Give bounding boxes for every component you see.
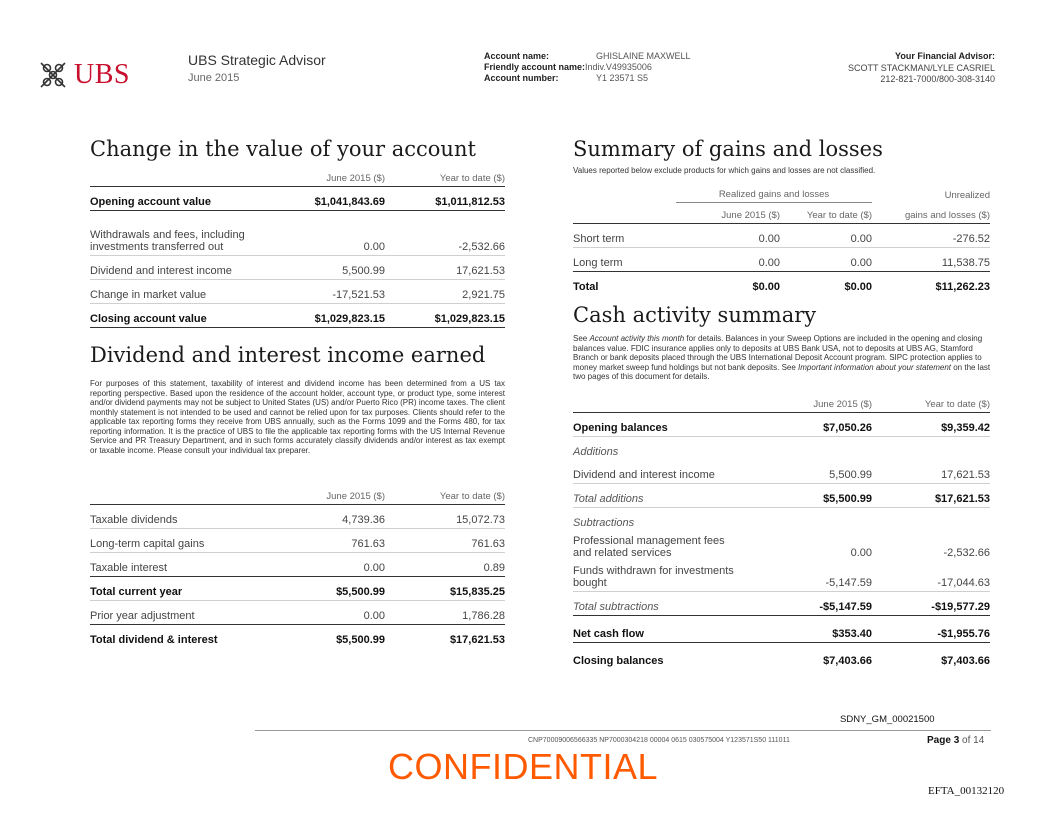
cell: $5,500.99 <box>773 484 872 508</box>
cell: $17,621.53 <box>449 634 505 646</box>
cell: 0.00 <box>676 248 780 272</box>
document-code: CNP70009006566335 NP7000304218 00004 0615 030575004 Y123571S50 111011 <box>528 737 790 744</box>
change-value-table <box>90 166 505 328</box>
cell: 0.00 <box>275 553 385 577</box>
row-label: Dividend and interest income <box>90 256 275 280</box>
cell: 11,538.75 <box>872 248 990 272</box>
cell: -17,044.63 <box>872 561 990 592</box>
cell: 0.89 <box>385 553 505 577</box>
cell: $7,050.26 <box>773 413 872 437</box>
cell: -2,532.66 <box>943 547 990 559</box>
realized-group-header: Realized gains and losses <box>676 182 872 203</box>
product-title: UBS Strategic Advisor <box>188 52 326 68</box>
gains-title: Summary of gains and losses <box>573 137 883 161</box>
cell: $0.00 <box>844 281 872 293</box>
col-header: Year to date ($) <box>806 210 872 221</box>
row-label: Professional management fees and related services <box>573 535 725 559</box>
account-name-label: Account name: <box>484 51 550 61</box>
cell: 0.00 <box>676 224 780 248</box>
cash-title: Cash activity summary <box>573 303 817 327</box>
gains-note: Values reported below exclude products for which gains and losses are not classified. <box>573 166 876 175</box>
efta-number: EFTA_00132120 <box>928 785 1005 797</box>
row-label: Withdrawals and fees, including investments transferred out <box>90 211 275 256</box>
advisor-names: SCOTT STACKMAN/LYLE CASRIEL <box>847 62 995 73</box>
statement-date: June 2015 <box>188 72 240 84</box>
row-label: Funds withdrawn for investments bought <box>573 561 773 592</box>
cell: -5,147.59 <box>773 561 872 592</box>
cell: $15,835.25 <box>385 577 505 601</box>
gains-table <box>573 182 990 295</box>
row-label: Long-term capital gains <box>90 529 275 553</box>
cell: 0.00 <box>780 224 872 248</box>
cash-table <box>573 392 990 669</box>
row-label: Long term <box>573 248 676 272</box>
advisor-phone: 212-821-7000/800-308-3140 <box>880 74 995 84</box>
cell: -$19,577.29 <box>872 592 990 616</box>
cell: -276.52 <box>872 224 990 248</box>
cell: 0.00 <box>275 601 385 625</box>
cell: 0.00 <box>780 248 872 272</box>
note-text: on the last two pages of this document for details. <box>573 362 991 381</box>
dividend-note: For purposes of this statement, taxability of interest and dividend income has been determined from a US tax reporting perspective. Based upon the residence of the account holder, account type, or product type, some interest and/or dividend payments may not be subject to United States (US) and/or Puerto Rico (PR) income taxes. The client monthly statement is not intended to be used and cannot be relied upon for tax purposes. Clients should refer to the applicable tax reporting forms they receive from UBS annually, such as the Forms 1099 and the Forms 480, for tax reporting information. It is the practice of UBS to file the applicable tax reporting forms with the US Internal Revenue Service and PR Treasury Department, and in such forms accurately classify dividends and/or interest as tax exempt or taxable income. Please consult your individual tax preparer. <box>90 379 505 455</box>
col-header: June 2015 ($) <box>326 173 385 184</box>
note-text: See <box>573 334 590 343</box>
cell: $1,029,823.15 <box>275 304 385 328</box>
cell: 2,921.75 <box>385 280 505 304</box>
cell: $353.40 <box>773 616 872 643</box>
row-label: Closing balances <box>573 655 664 667</box>
cell: 17,621.53 <box>385 256 505 280</box>
cell: -17,521.53 <box>275 280 385 304</box>
cell: $11,262.23 <box>935 281 990 293</box>
important-info-link[interactable]: Important information about your statement <box>798 362 951 372</box>
ubs-logo <box>38 58 158 92</box>
cell: $9,359.42 <box>872 413 990 437</box>
row-label: Total <box>573 281 599 293</box>
cell: 4,739.36 <box>275 505 385 529</box>
row-label: Opening balances <box>573 413 773 437</box>
row-label: Net cash flow <box>573 616 773 643</box>
col-header: Year to date ($) <box>439 491 505 502</box>
section-label: Additions <box>573 446 619 458</box>
cell: $5,500.99 <box>275 577 385 601</box>
cell: -2,532.66 <box>385 211 505 256</box>
cell: $7,403.66 <box>823 655 872 667</box>
account-name-value: GHISLAINE MAXWELL <box>596 51 691 61</box>
note-text: for details. Balances in your Sweep Options are included in the opening and closing balances value. FDIC insurance applies only to deposits at UBS Bank USA, not to deposits at UBS AG, Stamford Branch or bank deposits placed through the UBS International Deposit Account program. SIPC protection applies to money market sweep fund holdings but not bank deposits. See <box>573 334 983 372</box>
col-header: June 2015 ($) <box>721 210 780 221</box>
brand-name: UBS <box>74 59 130 90</box>
page-total: of 14 <box>962 735 985 746</box>
col-header: gains and losses ($) <box>904 210 990 221</box>
cell: 761.63 <box>385 529 505 553</box>
cell: 5,500.99 <box>773 460 872 484</box>
row-label: Total dividend & interest <box>90 634 218 646</box>
dividend-table <box>90 484 505 648</box>
account-activity-link[interactable]: Account activity this month <box>589 334 685 343</box>
friendly-name-value: Indiv.V49935006 <box>585 62 652 72</box>
change-value-title: Change in the value of your account <box>90 137 476 161</box>
cell: 0.00 <box>275 211 385 256</box>
ubs-keys-icon <box>38 60 68 90</box>
cell: $1,011,812.53 <box>385 187 505 211</box>
unrealized-group-header: Unrealized <box>944 189 990 201</box>
cell: 761.63 <box>275 529 385 553</box>
dividend-title: Dividend and interest income earned <box>90 343 486 367</box>
row-label: Total current year <box>90 577 275 601</box>
col-header: June 2015 ($) <box>326 491 385 502</box>
row-label: Short term <box>573 224 676 248</box>
cell: $1,029,823.15 <box>385 304 505 328</box>
confidential-stamp: CONFIDENTIAL <box>388 746 659 787</box>
cell: -$1,955.76 <box>872 616 990 643</box>
col-header: Year to date ($) <box>924 399 990 410</box>
account-number-value: Y1 23571 S5 <box>596 73 649 83</box>
row-label: Opening account value <box>90 187 275 211</box>
page-current: 3 <box>953 735 960 746</box>
col-header: Year to date ($) <box>439 173 505 184</box>
row-label: Change in market value <box>90 280 275 304</box>
friendly-name-label: Friendly account name: <box>484 62 586 72</box>
cash-note <box>573 334 991 382</box>
page-label: Page <box>927 735 951 746</box>
row-label: Total additions <box>573 484 773 508</box>
row-label: Dividend and interest income <box>573 460 773 484</box>
cell: 5,500.99 <box>275 256 385 280</box>
row-label: Taxable interest <box>90 553 275 577</box>
bates-number: SDNY_GM_00021500 <box>840 714 935 725</box>
col-header: June 2015 ($) <box>813 399 872 410</box>
cell: -$5,147.59 <box>773 592 872 616</box>
row-label: Total subtractions <box>573 592 773 616</box>
cell: $7,403.66 <box>941 655 990 667</box>
cell: $17,621.53 <box>872 484 990 508</box>
footer-divider <box>255 730 991 731</box>
cell: $0.00 <box>752 281 780 293</box>
cell: 1,786.28 <box>385 601 505 625</box>
cell: 0.00 <box>850 547 872 559</box>
financial-advisor <box>848 51 995 86</box>
cell: $5,500.99 <box>336 634 385 646</box>
account-number-label: Account number: <box>484 73 559 83</box>
row-label: Taxable dividends <box>90 505 275 529</box>
cell: 15,072.73 <box>385 505 505 529</box>
cell: $1,041,843.69 <box>275 187 385 211</box>
cell: 17,621.53 <box>872 460 990 484</box>
row-label: Closing account value <box>90 304 275 328</box>
page-number <box>927 735 984 746</box>
account-info <box>484 51 691 84</box>
row-label: Prior year adjustment <box>90 601 275 625</box>
section-label: Subtractions <box>573 517 635 529</box>
advisor-title: Your Financial Advisor: <box>894 51 995 61</box>
